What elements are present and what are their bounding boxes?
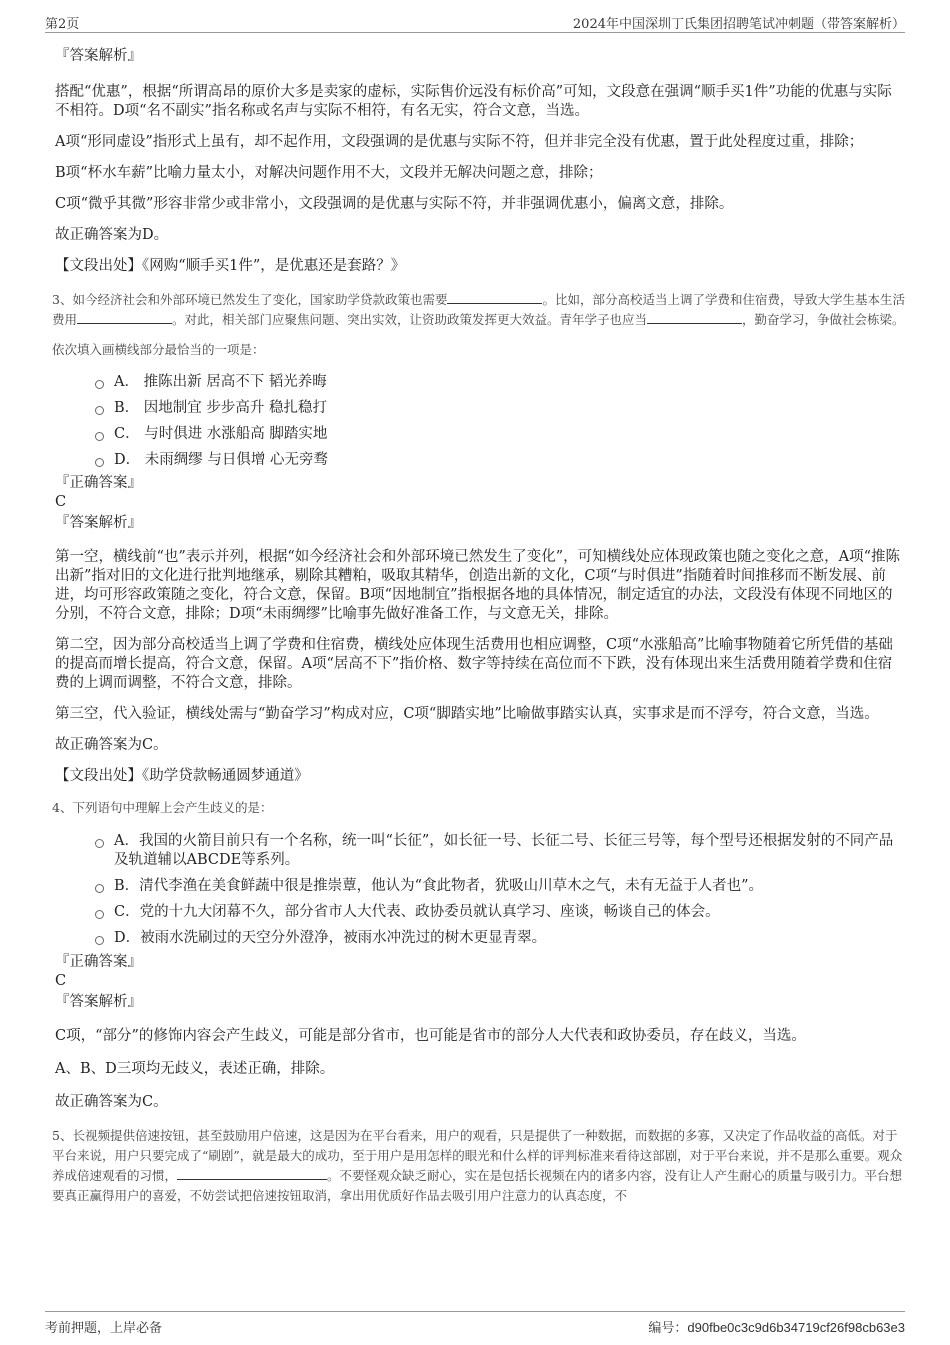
option-a[interactable]: A． 推陈出新 居高不下 韬光养晦: [95, 373, 905, 392]
radio-button[interactable]: [95, 380, 104, 389]
analysis-paragraph: 第一空，横线前“也”表示并列，根据“如今经济社会和外部环境已然发生了变化”，可知横线处应体现政策也随之变化之意，A项“推陈出新”指对旧的文化进行批判地继承，剔除其糟粕，吸取其精华，创造出新的文化，C项“与时俱进”指随着时间推移而不断发展、前进，均可形容政策随之变化，符合文意，保留。B项“因地制宜”指根据各地的具体情况，制定适宜的办法，文段没有体现不同地区的分别，不符合文意，排除；D项“未雨绸缪”比喻事先做好准备工作，与文意无关，排除。: [55, 549, 901, 622]
answer-analysis-label: 『答案解析』: [55, 48, 142, 64]
question-4-stem: 4、下列语句中理解上会产生歧义的是：: [52, 800, 273, 815]
document-code: 编号：d90fbe0c3c9d6b34719cf26f98cb63e3: [648, 1320, 905, 1335]
radio-button[interactable]: [95, 406, 104, 415]
question-3-options: [95, 373, 905, 470]
analysis-paragraph: C项“微乎其微”形容非常少或非常小，文段强调的是优惠与实际不符，并非强调优惠小，偏离文意，排除。: [55, 196, 734, 212]
analysis-paragraph: 第三空，代入验证，横线处需与“勤奋学习”构成对应，C项“脚踏实地”比喻做事踏实认真，实事求是而不浮夸，符合文意，当选。: [55, 706, 879, 722]
page-number: 第2页: [45, 17, 80, 32]
source-citation: 【文段出处】《助学贷款畅通圆梦通道》: [55, 768, 309, 784]
answer-analysis-label: 『答案解析』: [55, 994, 142, 1010]
analysis-paragraph: 搭配“优惠”，根据“所谓高昂的原价大多是卖家的虚标，实际售价远没有标价高”可知，文段意在强调“顺手买1件”功能的优惠与实际不相符。D项“名不副实”指名称或名声与实际不相符，有名无实，符合文意，当选。: [55, 84, 892, 119]
radio-button[interactable]: [95, 839, 104, 848]
option-b[interactable]: B．清代李渔在美食鲜蔬中很是推崇蕈，他认为“食此物者，犹吸山川草木之气，未有无益于人者也”。: [95, 877, 905, 896]
radio-button[interactable]: [95, 884, 104, 893]
question-5-stem: 5、长视频提供倍速按钮，甚至鼓励用户倍速，这是因为在平台看来，用户的观看，只是提供了一种数据，而数据的多寡，又决定了作品收益的高低。对于平台来说，用户只要完成了“刷剧”，就是最大的成功，至于用户是用怎样的眼光和什么样的评判标准来看待这部剧，对于平台来说，并不是那么重要。观众养成倍速观看的习惯， 。不要怪观众缺乏耐心，实在是包括长视频在内的诸多内容，没有让人产生耐心的质量与吸引力。平台想要真正赢得用户的喜爱，不妨尝试把倍速按钮取消，拿出用优质好作品去吸引用户注意力的认真态度，不: [52, 1128, 903, 1203]
radio-button[interactable]: [95, 432, 104, 441]
option-c[interactable]: C． 与时俱进 水涨船高 脚踏实地: [95, 425, 905, 444]
analysis-paragraph: 第二空，因为部分高校适当上调了学费和住宿费，横线处应体现生活费用也相应调整，C项“水涨船高”比喻事物随着它所凭借的基础的提高而增长提高，符合文意，保留。A项“居高不下”指价格、数字等持续在高位而不下跌，没有体现出来生活费用随着学费和住宿费的上调而调整，不符合文意，排除。: [55, 637, 893, 691]
page-footer: [45, 1311, 905, 1336]
fill-blank: [447, 291, 542, 304]
footer-slogan: 考前押题，上岸必备: [45, 1321, 163, 1336]
fill-blank: [647, 311, 742, 324]
correct-answer: C: [55, 494, 67, 510]
question-4-options: [95, 832, 905, 948]
source-citation: 【文段出处】《网购“顺手买1件”，是优惠还是套路？》: [55, 258, 406, 274]
analysis-paragraph: 故正确答案为C。: [55, 1094, 168, 1110]
question-3-stem: 3、如今经济社会和外部环境已然发生了变化，国家助学贷款政策也需要 。比如，部分高校适当上调了学费和住宿费，导致大学生基本生活费用 。对此，相关部门应聚焦问题、突出实效，让资助政策发挥更大效益。青年学子也应当 ，勤奋学习，争做社会栋梁。: [52, 292, 905, 327]
radio-button[interactable]: [95, 936, 104, 945]
analysis-paragraph: B项“杯水车薪”比喻力量太小，对解决问题作用不大，文段并无解决问题之意，排除；: [55, 165, 603, 181]
option-c[interactable]: C．党的十九大闭幕不久，部分省市人大代表、政协委员就认真学习、座谈，畅谈自己的体会。: [95, 903, 905, 922]
fill-blank: [177, 1167, 327, 1180]
analysis-paragraph: A、B、D三项均无歧义，表述正确，排除。: [55, 1061, 335, 1077]
fill-blank: [77, 311, 172, 324]
correct-answer: C: [55, 973, 67, 989]
page-header: [45, 10, 905, 33]
correct-answer-label: 『正确答案』: [55, 475, 142, 491]
question-3-prompt: 依次填入画横线部分最恰当的一项是：: [52, 342, 265, 357]
analysis-paragraph: 故正确答案为C。: [55, 737, 168, 753]
analysis-paragraph: C项，“部分”的修饰内容会产生歧义，可能是部分省市，也可能是省市的部分人大代表和政协委员，存在歧义，当选。: [55, 1028, 806, 1044]
option-d[interactable]: D． 未雨绸缪 与日俱增 心无旁骛: [95, 451, 905, 470]
page-content: [52, 43, 905, 1206]
option-a[interactable]: A．我国的火箭目前只有一个名称，统一叫“长征”，如长征一号、长征二号、长征三号等，每个型号还根据发射的不同产品及轨道辅以ABCDE等系列。: [95, 832, 905, 870]
radio-button[interactable]: [95, 910, 104, 919]
radio-button[interactable]: [95, 458, 104, 467]
correct-answer-label: 『正确答案』: [55, 954, 142, 970]
analysis-paragraph: 故正确答案为D。: [55, 227, 169, 243]
option-b[interactable]: B． 因地制宜 步步高升 稳扎稳打: [95, 399, 905, 418]
document-title: 2024年中国深圳丁氏集团招聘笔试冲刺题（带答案解析）: [572, 17, 905, 32]
answer-analysis-label: 『答案解析』: [55, 515, 142, 531]
analysis-paragraph: A项“形同虚设”指形式上虽有，却不起作用，文段强调的是优惠与实际不符，但并非完全没有优惠，置于此处程度过重，排除；: [55, 134, 864, 150]
option-d[interactable]: D．被雨水洗刷过的天空分外澄净，被雨水冲洗过的树木更显青翠。: [95, 929, 905, 948]
